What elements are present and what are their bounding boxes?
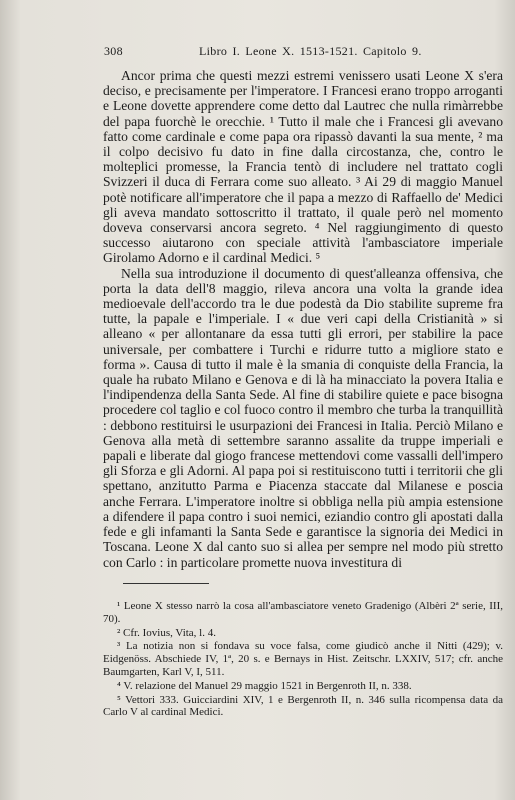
footnote-separator [123,583,209,584]
running-title: Libro I. Leone X. 1513-1521. Capitolo 9. [199,44,422,58]
footnote: ³ La notizia non si fondava su voce falsa, come giudicò anche il Nitti (429); v. Eidgenöss. Abschiede IV, 1ª, 20 s. e Bernays in Hist. Zeitschr. LXXIV, 517; cfr. anche Baumgarten, Karl V, I, 511. [103,640,503,678]
footnote: ⁵ Vettori 333. Guicciardini XIV, 1 e Bergenroth II, n. 346 sulla ricompensa data da Carlo V al cardinal Medici. [103,693,503,719]
footnotes [103,600,503,720]
footnote: ⁴ V. relazione del Manuel 29 maggio 1521 in Bergenroth II, n. 338. [117,679,412,692]
paragraph: Ancor prima che questi mezzi estremi venissero usati Leone X s'era deciso, e precisamente per l'imperatore. I Francesi erano troppo arroganti e Leone dovette apprendere come detto dal Lautrec che nulla rimàrrebbe del papa fuorchè le orecchie. ¹ Tutto il male che i Francesi gli avevano fatto come cardinale e come papa ora ripassò davanti la sua mente, ² ma il colpo decisivo fu dato in fine dalla circostanza, che, contro le molteplici promesse, la Francia tentò di includere nel trattato cogli Svizzeri il duca di Ferrara come suo alleato. ³ Ai 29 di maggio Manuel potè notificare all'imperatore che il papa a mezzo di Raffaello de' Medici gli aveva mandato sottoscritto il trattato, il quale però nel momento doveva conservarsi ancora segreto. ⁴ Nel raggiungimento di questo successo aiutarono con speciale attività l'ambasciatore imperiale Girolamo Adorno e il cardinal Medici. ⁵ [103,68,503,266]
footnote: ¹ Leone X stesso narrò la cosa all'ambasciatore veneto Gradenigo (Albèri 2ª serie, III, 70). [103,600,503,625]
page-number: 308 [104,44,123,58]
footnote: ² Cfr. Iovius, Vita, l. 4. [117,626,216,639]
main-text [103,68,503,570]
paragraph: Nella sua introduzione il documento di quest'alleanza offensiva, che porta la data dell'8 maggio, rileva ancora una volta la grande idea medioevale dell'accordo tra le due podestà da Dio stabilite supreme fra tutte, la papale e l'imperiale. I « due veri capi della Cristianità » si alleano « per allontanare da essa tutti gli errori, per stabilire la pace universale, per combattere i Turchi e ridurre tutto a migliore stato e forma ». Causa di tutto il male è la smania di conquiste della Francia, la quale ha rubato Milano e Genova e di là ha minacciato la povera Italia e l'indipendenza della Santa Sede. Al fine di stabilire quiete e pace bisogna procedere col taglio e col fuoco contro il membro che turba la tranquillità : debbono restituirsi le usurpazioni dei Francesi in Italia. Perciò Milano e Genova alla metà di settembre saranno assalite da truppe imperiali e papali e liberate dal giogo francese mettendovi come vassalli dell'impero gli Sforza e gli Adorni. Al papa poi si restituiscono tutti i territorii che gli spettano, anzitutto Parma e Piacenza staccate dal Milanese e poscia anche Ferrara. L'imperatore inoltre si obbliga nella più ampia estensione a difendere il papa contro i suoi nemici, eziandio contro gli apostati dalla fede e gli infamanti la Santa Sede e garantisce la signoria dei Medici in Toscana. Leone X dal canto suo si allea per sempre nel modo più stretto con Carlo : in particolare promette nuova investitura di [103,265,503,570]
